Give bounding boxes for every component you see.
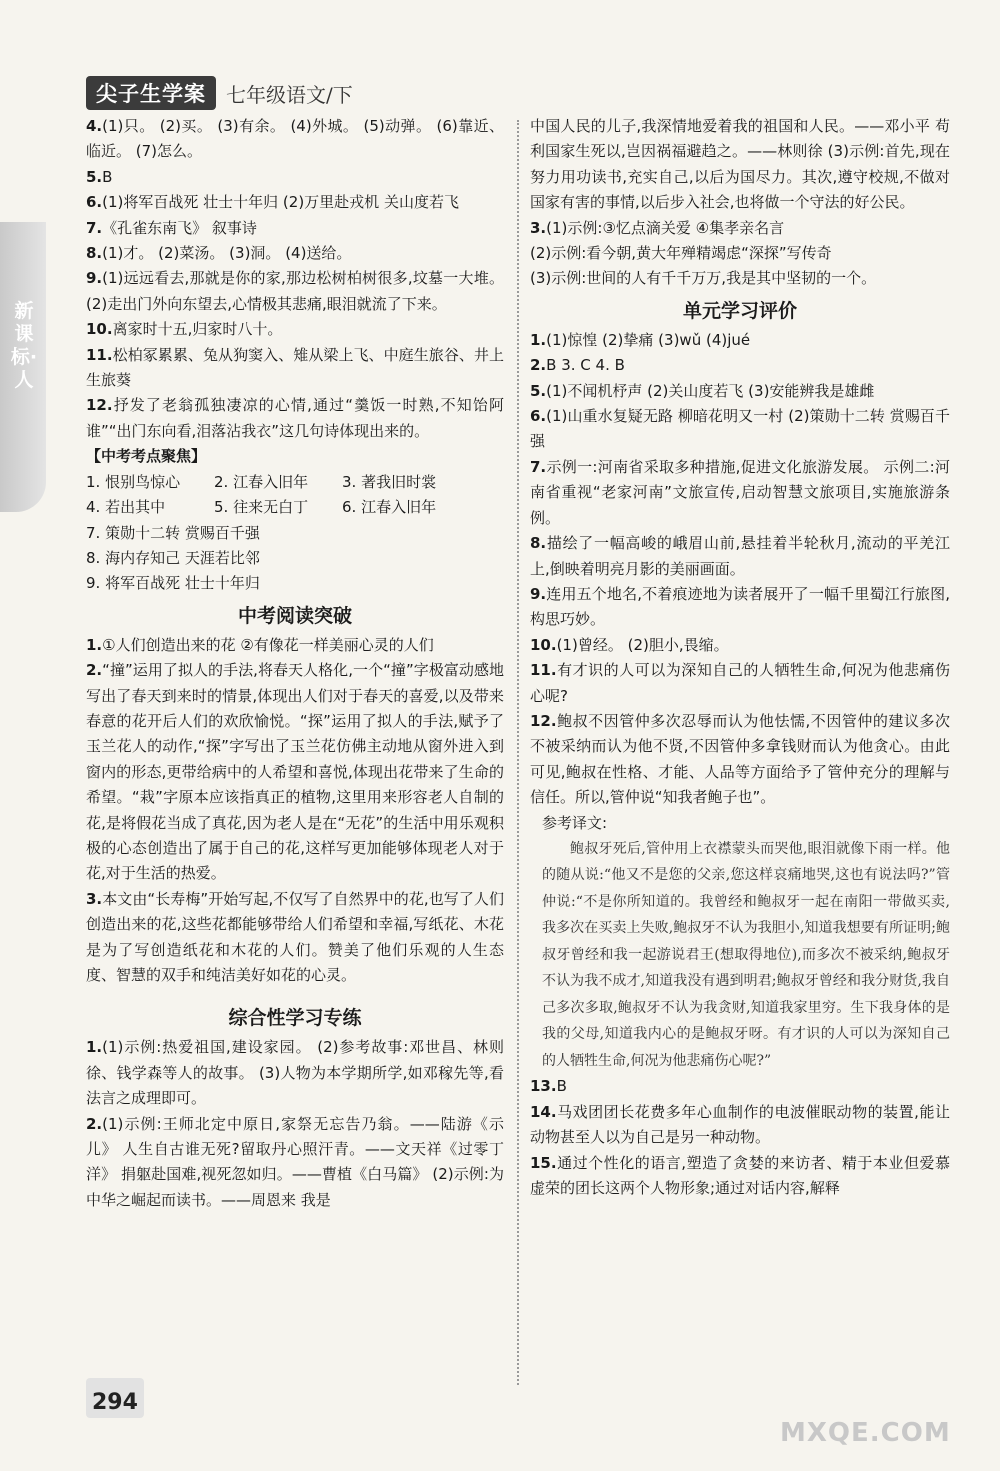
answer-number: 12. <box>86 396 113 415</box>
answer-number: 11. <box>86 345 113 364</box>
focus-cell: 5. 往来无白丁 <box>214 498 309 517</box>
answer-item <box>86 165 504 190</box>
focus-row: 8. 海内存知己 天涯若比邻 <box>86 548 260 567</box>
answer-item <box>86 887 504 989</box>
answer-item <box>86 190 504 215</box>
focus-row: 9. 将军百战死 壮士十年归 <box>86 574 260 593</box>
answer-item <box>530 658 950 709</box>
answer-number: 3. <box>530 218 547 237</box>
answer-item <box>86 633 504 658</box>
reading-list <box>86 633 504 989</box>
answer-item <box>86 658 504 887</box>
answer-text: (1)惊惶 (2)挚痛 (3)wǔ (4)jué <box>546 330 751 349</box>
answer-text: 松柏冢累累、兔从狗窦入、雉从梁上飞、中庭生旅谷、井上生旅葵 <box>86 345 504 390</box>
watermark: MXQE.COM <box>780 1418 951 1448</box>
answer-number: 12. <box>530 711 557 730</box>
answer-number: 14. <box>530 1102 557 1121</box>
focus-cell: 6. 江春入旧年 <box>342 498 437 517</box>
answer-item <box>530 582 950 633</box>
answer-text: 通过个性化的语言,塑造了贪婪的来访者、精于本业但爱慕虚荣的团长这两个人物形象;通过对话内容,解释 <box>530 1153 950 1198</box>
book-brand: 尖子生学案 <box>86 76 216 110</box>
right-column <box>530 114 950 1202</box>
answer-item <box>530 266 950 291</box>
answer-text: 示例一:河南省采取多种措施,促进文化旅游发展。 示例二:河南省重视“老家河南”文旅宣传,启动智慧文旅项目,实施旅游条例。 <box>530 457 950 527</box>
answer-list-right <box>530 216 950 292</box>
answer-text: “撞”运用了拟人的手法,将春天人格化,一个“撞”字极富动感地写出了春天到来时的情景,体现出人们对于春天的喜爱,以及带来春意的花开后人们的欢欣愉悦。“探”运用了拟人的手法,赋予了玉兰花人的动作,“探”字写出了玉兰花仿佛主动地从窗外进入到窗内的形态,更带给病中的人希望和喜悦,体现出花带来了生命的希望。“栽”字原本应该指真正的植物,这里用来形容老人自制的花,是将假花当成了真花,因为老人是在“无花”的生活中用乐观积极的心态创造出了属于自己的花,这样写更加能够体现老人对于花,对于生活的热爱。 <box>86 661 504 883</box>
unit-list <box>530 328 950 811</box>
answer-number: 2. <box>530 356 547 375</box>
answer-number: 7. <box>86 218 103 237</box>
answer-item <box>86 343 504 394</box>
focus-cell: 3. 著我旧时裳 <box>342 472 437 491</box>
answer-text: 连用五个地名,不着痕迹地为读者展开了一幅千里蜀江行旅图,构思巧妙。 <box>530 584 950 629</box>
answer-text: 有才识的人可以为深知自己的人牺牲生命,何况为他悲痛伤心呢? <box>530 661 950 705</box>
answer-number: 3. <box>86 889 103 908</box>
answer-text: 本文由“长寿梅”开始写起,不仅写了自然界中的花,也写了人们创造出来的花,这些花都能够带给人们希望和幸福,写纸花、木花是为了写创造纸花和木花的人们。赞美了他们乐观的人生态度、智慧的双手和纯洁美好如花的心灵。 <box>86 889 504 984</box>
column-divider <box>517 120 519 1385</box>
answer-item <box>86 266 504 317</box>
answer-item <box>86 114 504 165</box>
answer-list-left <box>86 114 504 444</box>
practice-list <box>86 1035 504 1213</box>
answer-text: (1)示例:王师北定中原日,家祭无忘告乃翁。——陆游《示儿》 人生自古谁无死?留取丹心照汗青。——文天祥《过零丁洋》 捐躯赴国难,视死忽如归。——曹植《白马篇》 (2)示例:为中华之崛起而读书。——周恩来 我是 <box>86 1114 504 1209</box>
answer-item <box>530 353 950 378</box>
answer-item <box>530 531 950 582</box>
answer-item <box>86 317 504 342</box>
answer-text: B <box>556 1077 567 1096</box>
focus-cell: 2. 江春入旧年 <box>214 472 309 491</box>
answer-text: 马戏团团长花费多年心血制作的电波催眠动物的装置,能让动物甚至人以为自己是另一种动物。 <box>530 1102 950 1147</box>
answer-item <box>530 216 950 241</box>
answer-text: B 3. C 4. B <box>546 356 625 375</box>
answer-text: 抒发了老翁孤独凄凉的心情,通过“羹饭一时熟,不知饴阿谁”“出门东向看,泪落沾我衣”这几句诗体现出来的。 <box>86 396 504 440</box>
reference-translation: 鲍叔牙死后,管仲用上衣襟蒙头而哭他,眼泪就像下雨一样。他的随从说:“他又不是您的父亲,您这样哀痛地哭,这也有说法吗?”管仲说:“不是你所知道的。我曾经和鲍叔牙一起在南阳一带做买卖,我多次在买卖上失败,鲍叔牙不认为我胆小,知道我想要有所证明;鲍叔牙曾经和我一起游说君王(想取得地位),而多次不被采纳,鲍叔牙不认为我不成才,知道我没有遇到明君;鲍叔牙曾经和我分财货,我自己多次多取,鲍叔牙不认为我贪财,知道我家里穷。生下我身体的是我的父母,知道我内心的是鲍叔牙呀。有才识的人可以为深知自己的人牺牲生命,何况为他悲痛伤心呢?” <box>542 840 950 1069</box>
continued-text: 中国人民的儿子,我深情地爱着我的祖国和人民。——邓小平 苟利国家生死以,岂因祸福避趋之。——林则徐 (3)示例:首先,现在努力用功读书,充实自己,以后为国尽力。其次,遵守校规,不做对国家有害的事情,以后步入社会,也将做一个守法的好公民。 <box>530 117 950 212</box>
answer-number: 6. <box>530 407 547 426</box>
focus-cell: 1. 恨别鸟惊心 <box>86 472 181 491</box>
answer-item <box>86 393 504 444</box>
page-number: 294 <box>92 1390 138 1415</box>
answer-item <box>530 455 950 531</box>
answer-number: 5. <box>86 167 103 186</box>
answer-number: 1. <box>86 635 103 654</box>
answer-number: 9. <box>86 269 103 288</box>
answer-text: (1)示例:热爱祖国,建设家园。 (2)参考故事:邓世昌、林则徐、钱学森等人的故事。 (3)人物为本学期所学,如邓稼先等,看法言之成理即可。 <box>86 1038 504 1108</box>
unit-title: 单元学习评价 <box>682 299 797 322</box>
answer-text: (2)示例:看今朝,黄大年殚精竭虑“深探”写传奇 <box>530 244 832 263</box>
reference-label: 参考译文: <box>542 813 608 832</box>
answer-item <box>530 633 950 658</box>
answer-item <box>530 1100 950 1151</box>
answer-number: 8. <box>530 534 547 553</box>
answer-number: 2. <box>86 1114 103 1133</box>
answer-number: 8. <box>86 244 103 263</box>
answer-text: (1)山重水复疑无路 柳暗花明又一村 (2)策勋十二转 赏赐百千强 <box>530 407 950 451</box>
answer-item <box>530 241 950 266</box>
focus-grid <box>86 470 504 521</box>
answer-number: 10. <box>86 320 113 339</box>
answer-text: (3)示例:世间的人有千千万万,我是其中坚韧的一个。 <box>530 269 877 288</box>
answer-text: (1)才。 (2)菜汤。 (3)洞。 (4)送给。 <box>102 244 352 263</box>
answer-text: 离家时十五,归家时八十。 <box>112 320 283 339</box>
practice-title: 综合性学习专练 <box>228 1007 362 1030</box>
reading-title: 中考阅读突破 <box>237 604 352 627</box>
focus-rows <box>86 521 504 597</box>
answer-item <box>530 1151 950 1202</box>
answer-number: 15. <box>530 1153 557 1172</box>
answer-item <box>86 1112 504 1214</box>
book-subtitle: 七年级语文/下 <box>226 82 353 107</box>
answer-number: 1. <box>530 330 547 349</box>
answer-number: 5. <box>530 381 547 400</box>
answer-number: 6. <box>86 193 103 212</box>
answer-item <box>86 216 504 241</box>
answer-number: 13. <box>530 1077 557 1096</box>
focus-title: 【中考考点聚焦】 <box>86 447 207 466</box>
side-tab-label: 新课标·人 <box>10 300 38 391</box>
answer-text: (1)曾经。 (2)胆小,畏缩。 <box>556 635 729 654</box>
answer-item <box>530 709 950 811</box>
answer-text: (1)示例:③忆点滴关爱 ④集孝亲名言 <box>546 218 785 237</box>
answer-number: 11. <box>530 661 557 680</box>
answer-item <box>530 379 950 404</box>
unit-list-tail <box>530 1074 950 1201</box>
answer-number: 4. <box>86 117 103 135</box>
answer-number: 1. <box>86 1038 103 1057</box>
answer-number: 10. <box>530 635 557 654</box>
answer-item <box>530 1074 950 1099</box>
answer-item <box>530 404 950 455</box>
answer-text: ①人们创造出来的花 ②有像花一样美丽心灵的人们 <box>102 635 434 654</box>
answer-item <box>86 1035 504 1111</box>
answer-item <box>530 328 950 353</box>
answer-number: 7. <box>530 457 547 476</box>
answer-text: 鲍叔不因管仲多次忍辱而认为他怯懦,不因管仲的建议多次不被采纳而认为他不贤,不因管仲多拿钱财而认为他贪心。由此可见,鲍叔在性格、才能、人品等方面给予了管仲充分的理解与信任。所以,管仲说“知我者鲍子也”。 <box>530 711 950 807</box>
answer-text: 描绘了一幅高峻的峨眉山前,悬挂着半轮秋月,流动的平羌江上,倒映着明亮月影的美丽画面。 <box>530 534 950 578</box>
focus-cell: 4. 若出其中 <box>86 498 166 517</box>
left-column <box>86 114 504 1213</box>
answer-item <box>86 241 504 266</box>
answer-number: 9. <box>530 584 547 603</box>
page-header <box>86 78 353 108</box>
focus-row: 7. 策勋十二转 赏赐百千强 <box>86 523 260 542</box>
answer-text: (1)将军百战死 壮士十年归 (2)万里赴戎机 关山度若飞 <box>102 193 459 212</box>
answer-number: 2. <box>86 661 103 680</box>
answer-text: (1)只。 (2)买。 (3)有余。 (4)外城。 (5)动弹。 (6)靠近、临近。 (7)怎么。 <box>86 117 504 161</box>
answer-text: (1)远远看去,那就是你的家,那边松树柏树很多,坟墓一大堆。 (2)走出门外向东望去,心情极其悲痛,眼泪就流了下来。 <box>86 269 504 313</box>
answer-text: B <box>102 167 113 186</box>
answer-text: (1)不闻机杼声 (2)关山度若飞 (3)安能辨我是雄雌 <box>546 381 875 400</box>
answer-text: 《孔雀东南飞》 叙事诗 <box>102 218 257 237</box>
